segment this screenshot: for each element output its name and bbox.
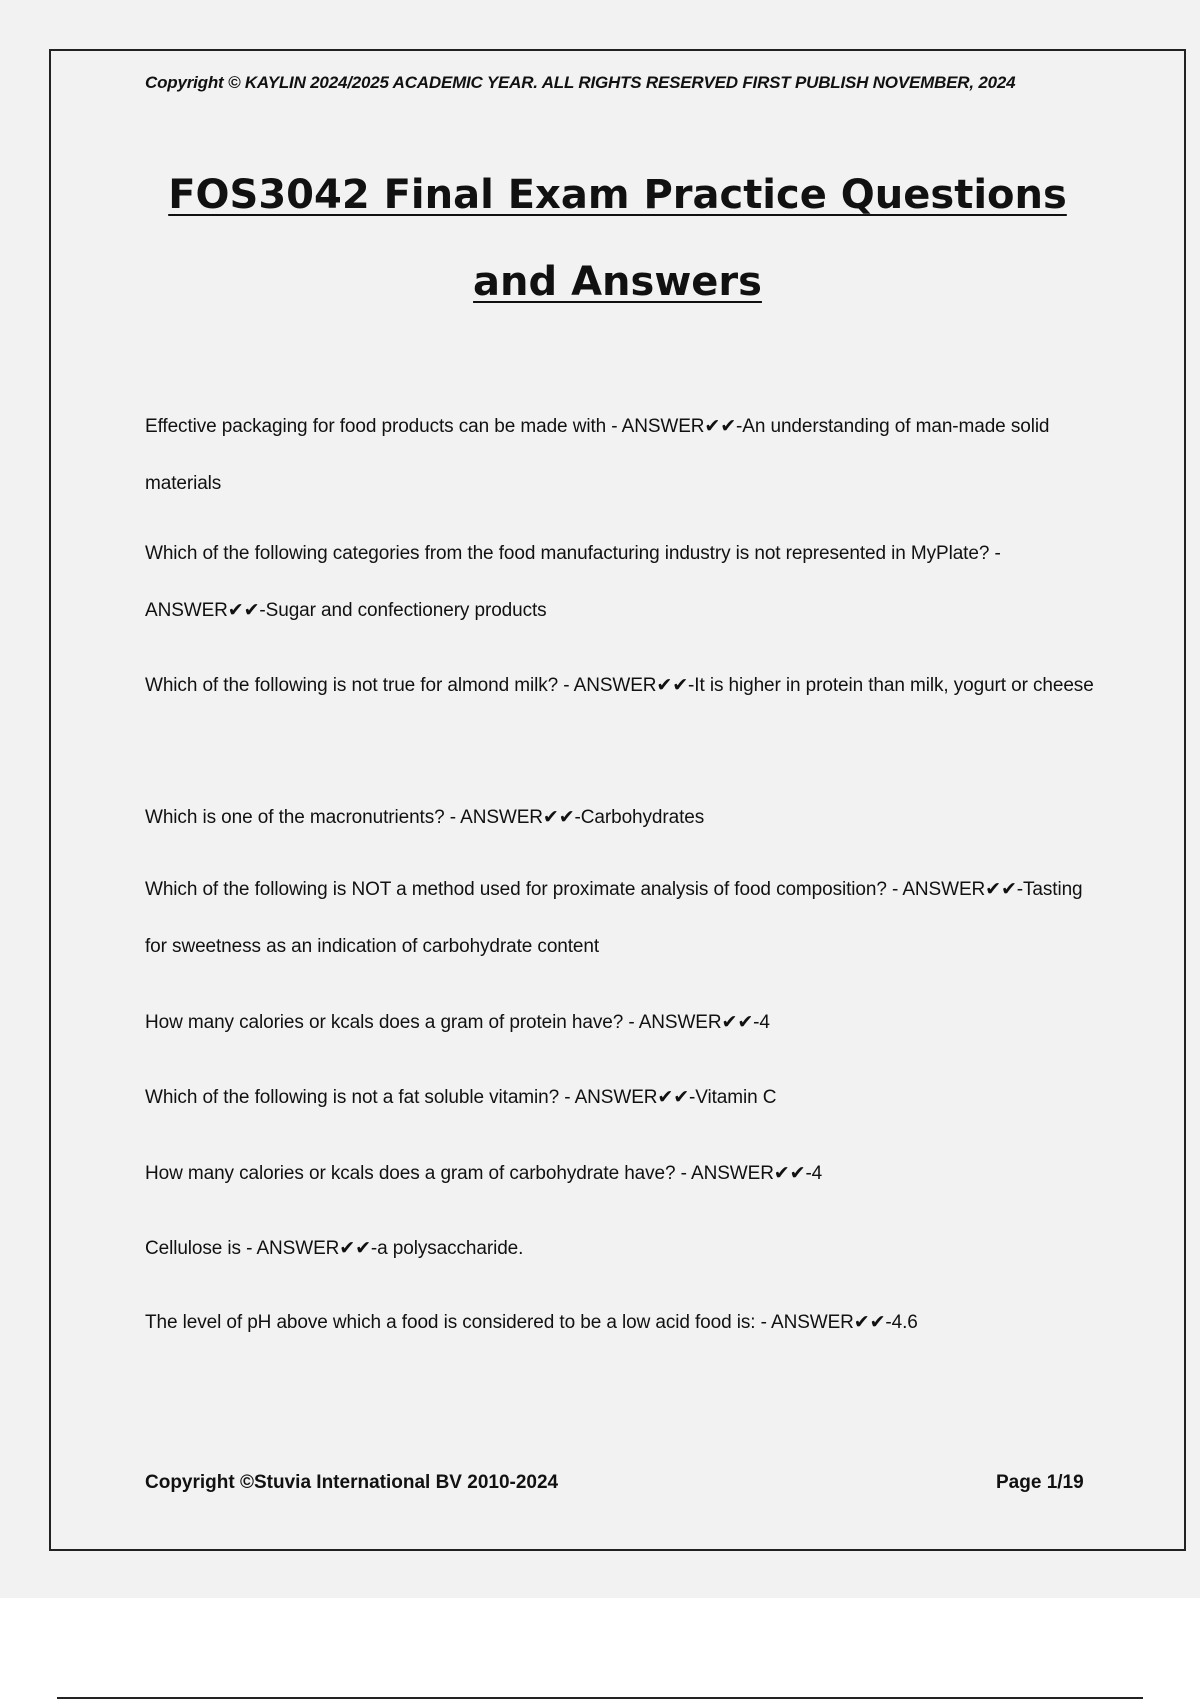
document-title-line-1: FOS3042 Final Exam Practice Questions: [168, 172, 1067, 218]
qa-item: How many calories or kcals does a gram of carbohydrate have? - ANSWER✔✔-4: [145, 1163, 823, 1184]
qa-item: Which is one of the macronutrients? - ANSWER✔✔-Carbohydrates: [145, 807, 705, 828]
document-title-line-2: and Answers: [473, 259, 762, 305]
qa-item: Effective packaging for food products can be made with - ANSWER✔✔-An understanding of man-made solid materials: [145, 416, 1050, 494]
qa-item: Which of the following categories from the food manufacturing industry is not represented in MyPlate? - ANSWER✔✔-Sugar and confectionery products: [145, 543, 1001, 621]
qa-item: Which of the following is not a fat soluble vitamin? - ANSWER✔✔-Vitamin C: [145, 1087, 777, 1108]
qa-item: Which of the following is not true for almond milk? - ANSWER✔✔-It is higher in protein than milk, yogurt or cheese: [145, 675, 1094, 696]
qa-item: How many calories or kcals does a gram of protein have? - ANSWER✔✔-4: [145, 1012, 770, 1033]
qa-item: Cellulose is - ANSWER✔✔-a polysaccharide.: [145, 1238, 524, 1259]
page-number: Page 1/19: [996, 1472, 1084, 1493]
qa-item: Which of the following is NOT a method used for proximate analysis of food composition? - ANSWER✔✔-Tasting for sweetness as an indication of carbohydrate content: [145, 879, 1083, 957]
bottom-divider: [57, 1697, 1143, 1699]
header-copyright: Copyright © KAYLIN 2024/2025 ACADEMIC YEAR. ALL RIGHTS RESERVED FIRST PUBLISH NOVEMBER, 2024: [145, 73, 1016, 92]
qa-item: The level of pH above which a food is considered to be a low acid food is: - ANSWER✔✔-4.6: [145, 1312, 918, 1333]
footer-copyright: Copyright ©Stuvia International BV 2010-2024: [145, 1472, 559, 1493]
